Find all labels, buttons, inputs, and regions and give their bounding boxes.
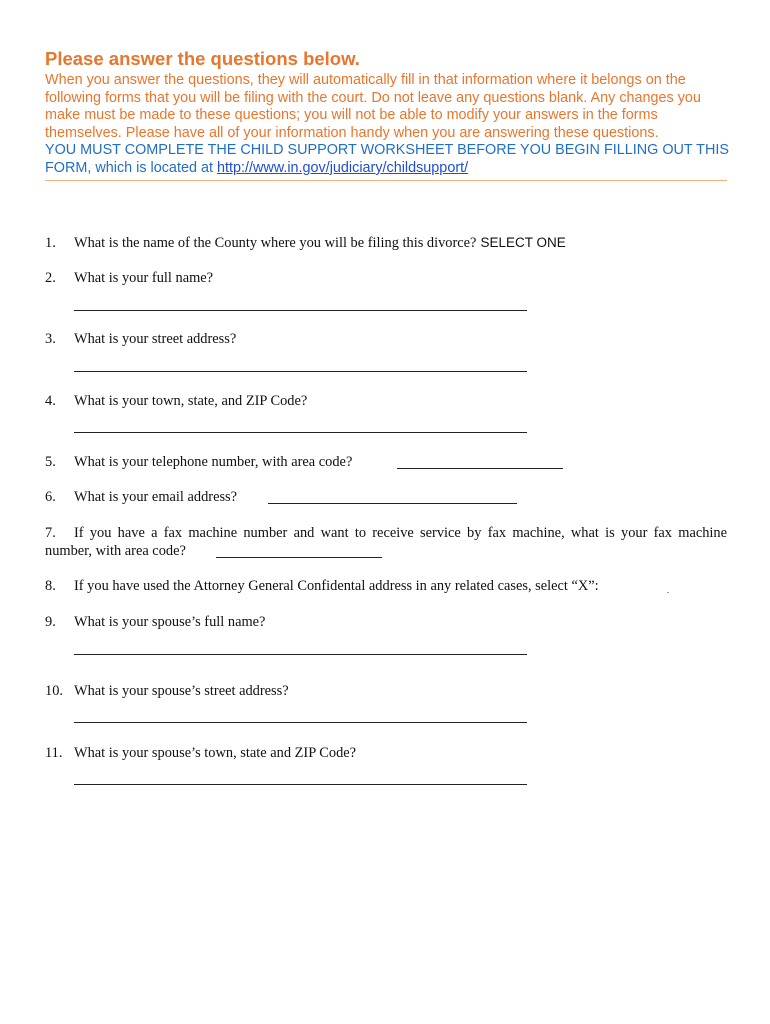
question-10 [45, 682, 289, 700]
spouse-street-address-field[interactable] [74, 722, 527, 723]
question-number: 10. [45, 683, 63, 699]
worksheet-notice [45, 142, 735, 177]
full-name-field[interactable] [74, 310, 527, 311]
question-text: What is your email address? [74, 489, 238, 505]
spouse-name-field[interactable] [74, 654, 527, 655]
question-5 [45, 453, 352, 471]
question-text: What is your telephone number, with area code? [74, 454, 353, 470]
question-7 [45, 524, 727, 560]
page-title: Please answer the questions below. [45, 48, 360, 69]
question-text: What is your full name? [74, 270, 214, 286]
question-number: 8. [45, 578, 56, 594]
street-address-field[interactable] [74, 371, 527, 372]
question-text: What is your spouse’s town, state and ZIP Code? [74, 745, 357, 761]
question-number: 3. [45, 331, 56, 347]
county-select[interactable]: SELECT ONE [480, 235, 566, 250]
question-number: 11. [45, 745, 63, 761]
question-number: 1. [45, 235, 56, 251]
question-8 [45, 577, 599, 595]
instructions-header [45, 48, 735, 178]
question-text: What is your spouse’s full name? [74, 614, 266, 630]
question-text: What is your street address? [74, 331, 237, 347]
question-number: 6. [45, 489, 56, 505]
town-state-zip-field[interactable] [74, 432, 527, 433]
question-number: 4. [45, 393, 56, 409]
header-divider [45, 180, 727, 181]
question-3 [45, 330, 236, 348]
question-number: 7. [45, 525, 56, 541]
confidential-address-checkbox[interactable] [667, 592, 669, 593]
childsupport-link[interactable]: http://www.in.gov/judiciary/childsupport/ [216, 159, 469, 176]
fax-number-field[interactable] [216, 557, 382, 558]
worksheet-notice-text: YOU MUST COMPLETE THE CHILD SUPPORT WORKSHEET BEFORE YOU BEGIN FILLING OUT THIS FORM, which is located at [45, 142, 729, 176]
question-number: 5. [45, 454, 56, 470]
question-2 [45, 269, 213, 287]
email-field[interactable] [268, 503, 517, 504]
question-11 [45, 744, 356, 762]
instructions-text: When you answer the questions, they will automatically fill in that information where it belongs on the following forms that you will be filing with the court. Do not leave any questions blank. Any changes you make must be made to these questions; you will not be able to modify your answers in the forms themselves. Please have all of your information handy when you are answering these questions. [45, 72, 701, 141]
question-9 [45, 613, 265, 631]
question-text: What is your spouse’s street address? [74, 683, 289, 699]
question-number: 9. [45, 614, 56, 630]
question-text: If you have a fax machine number and want to receive service by fax machine, what is your fax machine number, with area code? [45, 525, 727, 559]
question-text: What is the name of the County where you will be filing this divorce? [74, 235, 477, 251]
spouse-town-state-zip-field[interactable] [74, 784, 527, 785]
question-text: If you have used the Attorney General Confidental address in any related cases, select “X”: [74, 578, 599, 594]
question-1 [45, 234, 566, 252]
question-number: 2. [45, 270, 56, 286]
question-6 [45, 488, 237, 506]
telephone-field[interactable] [397, 468, 563, 469]
question-4 [45, 392, 307, 410]
question-text: What is your town, state, and ZIP Code? [74, 393, 308, 409]
